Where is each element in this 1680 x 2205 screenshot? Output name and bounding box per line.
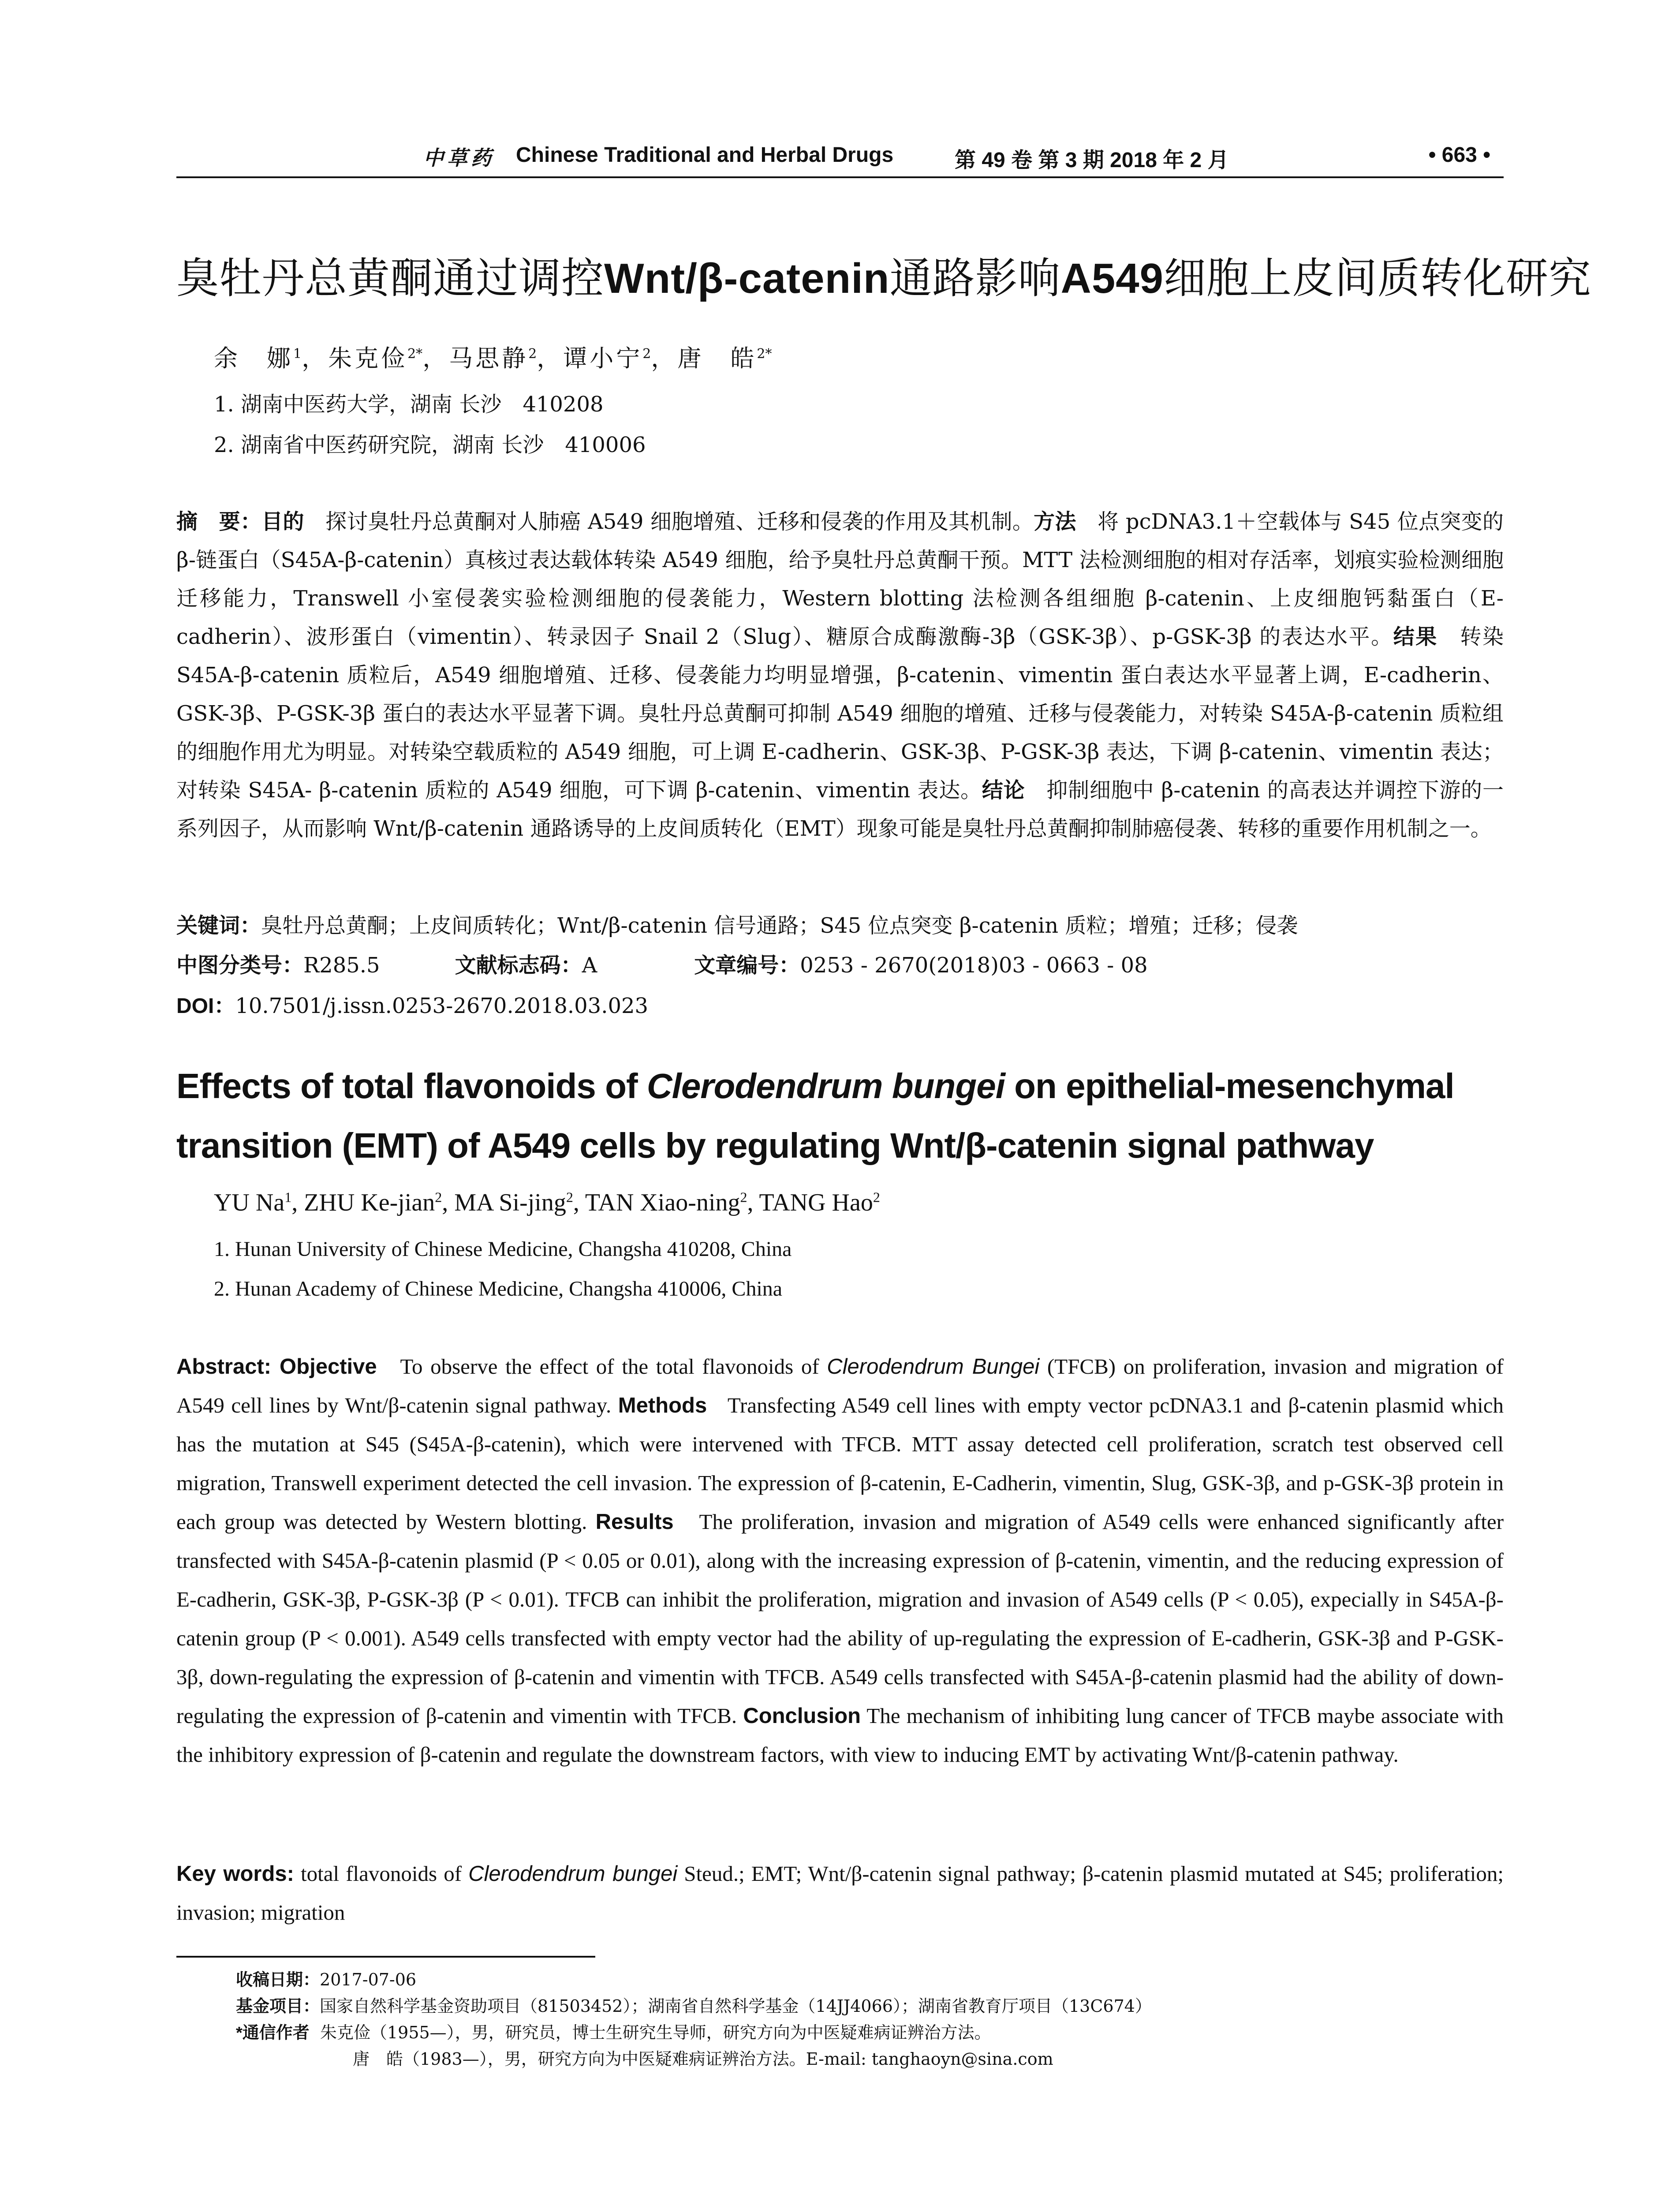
journal-name: Chinese Traditional and Herbal Drugs xyxy=(516,143,894,167)
results-label: Results xyxy=(595,1510,674,1534)
footnote-corresponding-2: 唐 皓（1983—），男，研究方向为中医疑难病证辨治方法。E-mail: tanghaoyn@sina.com xyxy=(353,2049,1053,2069)
results-label: 结果 xyxy=(1393,625,1438,649)
author-affil-sup: 2 xyxy=(873,1189,880,1205)
corresponding-label: *通信作者 xyxy=(236,2024,310,2042)
conclusion-text: 抑制细胞中 β-catenin 的高表达并调控下游的一系列因子，从而影响 Wnt/β-catenin 通路诱导的上皮间质转化（EMT）现象可能是臭牡丹总黄酮抑制肺癌侵袭、转移的重要作用机制之一。 xyxy=(176,778,1504,841)
cn-title-part: 细胞上皮间质转化研究 xyxy=(1164,254,1592,303)
author-affil-sup: 2 xyxy=(642,346,651,362)
running-header xyxy=(176,142,1504,177)
chinese-affiliation-1: 1. 湖南中医药大学，湖南 长沙 410208 xyxy=(214,392,604,417)
abstract-label: 摘 要： xyxy=(176,510,262,534)
footnote-received xyxy=(236,1966,416,1990)
keywords-label: Key words: xyxy=(176,1862,294,1886)
footnote-fund xyxy=(236,1992,1152,2017)
english-keywords xyxy=(176,1854,1504,1932)
english-title xyxy=(176,1056,1521,1175)
results-text: 转染 S45A-β-catenin 质粒后，A549 细胞增殖、迁移、侵袭能力均明显增强，β-catenin、vimentin 蛋白表达水平显著上调，E-cadherin、GSK-3β、P-GSK-3β 蛋白的表达水平显著下调。臭牡丹总黄酮可抑制 A549 细胞的增殖、迁移与侵袭能力，对转染 S45A-β-catenin 质粒组的细胞作用尤为明显。对转染空载质粒的 A549 细胞，可上调 E-cadherin、GSK-3β、P-GSK-3β 表达，下调 β-catenin、vimentin 表达；对转染 S45A- β-catenin 质粒的 A549 细胞，可下调 β-catenin、vimentin 表达。 xyxy=(176,624,1504,803)
author-name: TAN Xiao-ning xyxy=(585,1189,740,1216)
conclusion-label: 结论 xyxy=(982,779,1025,802)
author-name: 唐 皓 xyxy=(677,344,757,372)
cn-title-part: 臭牡丹总黄酮通过调控 xyxy=(176,254,604,303)
author-name: MA Si-jing xyxy=(454,1189,566,1216)
objective-text: (TFCB) on proliferation, invasion and migration of A549 cell lines by Wnt/β-catenin signal pathway. xyxy=(176,1354,1504,1417)
english-abstract xyxy=(176,1347,1504,1774)
clc-label: 中图分类号： xyxy=(176,954,304,977)
page-number: • 663 • xyxy=(1428,143,1490,167)
journal-logo: 中草药 xyxy=(423,146,495,170)
chinese-keywords xyxy=(176,908,1298,939)
keywords-text: total flavonoids of xyxy=(294,1861,469,1886)
author-name: 余 娜 xyxy=(214,344,293,372)
author-affil-sup: 1 xyxy=(284,1189,292,1205)
english-affiliation-2: 2. Hunan Academy of Chinese Medicine, Changsha 410006, China xyxy=(214,1277,783,1301)
cn-title-part: Wnt/β-catenin xyxy=(604,255,890,302)
objective-label: 目的 xyxy=(261,510,304,534)
author-affil-sup: 2 xyxy=(740,1189,747,1205)
results-text: The proliferation, invasion and migration of A549 cells were enhanced significantly after transfected with S45A-β-catenin plasmid (P < 0.05 or 0.01), along with the increasing expression of β-catenin, vimentin, and the reducing expression of E-cadherin, GSK-3β, P-GSK-3β (P < 0.01). TFCB can inhibit the proliferation, migration and invasion of A549 cells (P < 0.05), expecially in S45A-β-catenin group (P < 0.001). A549 cells transfected with empty vector had the ability of up-regulating the expression of E-cadherin, GSK-3β and P-GSK-3β, down-regulating the expression of β-catenin and vimentin with TFCB. A549 cells transfected with S45A-β-catenin plasmid had the ability of down-regulating the expression of β-catenin and vimentin with TFCB. xyxy=(176,1510,1504,1728)
methods-text: Transfecting A549 cell lines with empty vector pcDNA3.1 and β-catenin plasmid which has the mutation at S45 (S45A-β-catenin), which were intervened with TFCB. MTT assay detected cell proliferation, scratch test observed cell migration, Transwell experiment detected the cell invasion. The expression of β-catenin, E-Cadherin, vimentin, Slug, GSK-3β, and p-GSK-3β protein in each group was detected by Western blotting. xyxy=(176,1393,1504,1534)
footnote-rule xyxy=(176,1956,595,1958)
author-name: 朱克俭 xyxy=(328,344,408,372)
methods-text: 将 pcDNA3.1＋空载体与 S45 位点突变的 β-链蛋白（S45A-β-catenin）真核过表达载体转染 A549 细胞，给予臭牡丹总黄酮干预。MTT 法检测细胞的相对存活率，划痕实验检测细胞迁移能力，Transwell 小室侵袭实验检测细胞的侵袭能力，Western blotting 法检测各组细胞 β-catenin、上皮细胞钙黏蛋白（E-cadherin）、波形蛋白（vimentin）、转录因子 Snail 2（Slug）、糖原合成酶激酶-3β（GSK-3β）、p-GSK-3β 的表达水平。 xyxy=(176,509,1504,649)
header-rule xyxy=(176,176,1504,178)
received-date: 2017-07-06 xyxy=(320,1970,417,1989)
author-name: YU Na xyxy=(214,1189,285,1216)
chinese-affiliation-2: 2. 湖南省中医药研究院，湖南 长沙 410006 xyxy=(214,433,646,457)
species-name: Clerodendrum Bungei xyxy=(827,1355,1040,1379)
chinese-abstract xyxy=(176,503,1504,848)
author-affil-sup: 1 xyxy=(293,346,302,362)
abstract-label: Abstract: Objective xyxy=(176,1355,377,1379)
clc-value: R285.5 xyxy=(303,953,380,978)
keywords-text: Steud.; EMT; Wnt/β-catenin signal pathway; β-catenin plasmid mutated at S45; proliferation; invasion; migration xyxy=(176,1861,1504,1925)
author-affil-sup: 2* xyxy=(407,346,423,362)
fund-text: 国家自然科学基金资助项目（81503452）；湖南省自然科学基金（14JJ4066）；湖南省教育厅项目（13C674） xyxy=(320,1996,1152,2016)
doi-value: 10.7501/j.issn.0253-2670.2018.03.023 xyxy=(235,994,649,1018)
chinese-title xyxy=(176,245,1592,305)
classification-line xyxy=(176,948,1148,979)
cn-title-part: A549 xyxy=(1060,255,1164,302)
en-title-part: Effects of total flavonoids of xyxy=(176,1066,647,1106)
doi-line xyxy=(176,989,648,1019)
keywords-text: 臭牡丹总黄酮；上皮间质转化；Wnt/β-catenin 信号通路；S45 位点突变 β-catenin 质粒；增殖；迁移；侵袭 xyxy=(261,913,1298,938)
conclusion-label: Conclusion xyxy=(743,1704,861,1728)
corresponding-author-1: 朱克俭（1955—），男，研究员，博士生研究生导师，研究方向为中医疑难病证辨治方法。 xyxy=(320,2023,991,2042)
objective-text: 探讨臭牡丹总黄酮对人肺癌 A549 细胞增殖、迁移和侵袭的作用及其机制。 xyxy=(325,509,1034,534)
author-name: 谭小宁 xyxy=(563,344,643,372)
doccode-value: A xyxy=(582,953,597,978)
chinese-authors: 余 娜$^1$，朱克俭$^{2*}$，马思静$^2$，谭小宁$^2$，唐 皓$^{2*}$ xyxy=(214,344,772,372)
author-affil-sup: 2 xyxy=(528,346,537,362)
author-name: ZHU Ke-jian xyxy=(304,1189,435,1216)
en-title-part: on epithelial-mesenchymal transition (EMT) of A549 cells by regulating Wnt/β-catenin signal pathway xyxy=(176,1066,1454,1165)
doccode-label: 文献标志码： xyxy=(455,954,582,977)
author-affil-sup: 2 xyxy=(566,1189,573,1205)
species-name: Clerodendrum bungei xyxy=(468,1862,678,1886)
methods-label: Methods xyxy=(618,1394,707,1417)
author-name: 马思静 xyxy=(449,344,529,372)
en-title-species: Clerodendrum bungei xyxy=(646,1066,1005,1106)
fund-label: 基金项目： xyxy=(236,1997,320,2016)
author-affil-sup: 2 xyxy=(435,1189,442,1205)
objective-text: To observe the effect of the total flavonoids of xyxy=(400,1354,827,1379)
english-authors: YU Na$^1$, ZHU Ke-jian$^2$, MA Si-jing$^2$, TAN Xiao-ning$^2$, TANG Hao$^2$ xyxy=(214,1189,880,1216)
footnote-corresponding xyxy=(236,2019,991,2043)
keywords-label: 关键词： xyxy=(176,914,261,938)
received-label: 收稿日期： xyxy=(236,1971,320,1989)
journal-volume: 第 49 卷 第 3 期 2018 年 2 月 xyxy=(955,149,1229,172)
english-affiliation-1: 1. Hunan University of Chinese Medicine, Changsha 410208, China xyxy=(214,1237,792,1261)
doi-label: DOI： xyxy=(176,994,235,1018)
author-name: TANG Hao xyxy=(759,1189,873,1216)
author-affil-sup: 2* xyxy=(757,346,772,362)
conclusion-text: The mechanism of inhibiting lung cancer of TFCB maybe associate with the inhibitory expression of β-catenin and regulate the downstream factors, with view to inducing EMT by activating Wnt/β-catenin pathway. xyxy=(176,1704,1504,1767)
article-label: 文章编号： xyxy=(694,954,800,977)
article-value: 0253 - 2670(2018)03 - 0663 - 08 xyxy=(800,953,1148,978)
cn-title-part: 通路影响 xyxy=(889,254,1061,303)
methods-label: 方法 xyxy=(1034,510,1076,534)
